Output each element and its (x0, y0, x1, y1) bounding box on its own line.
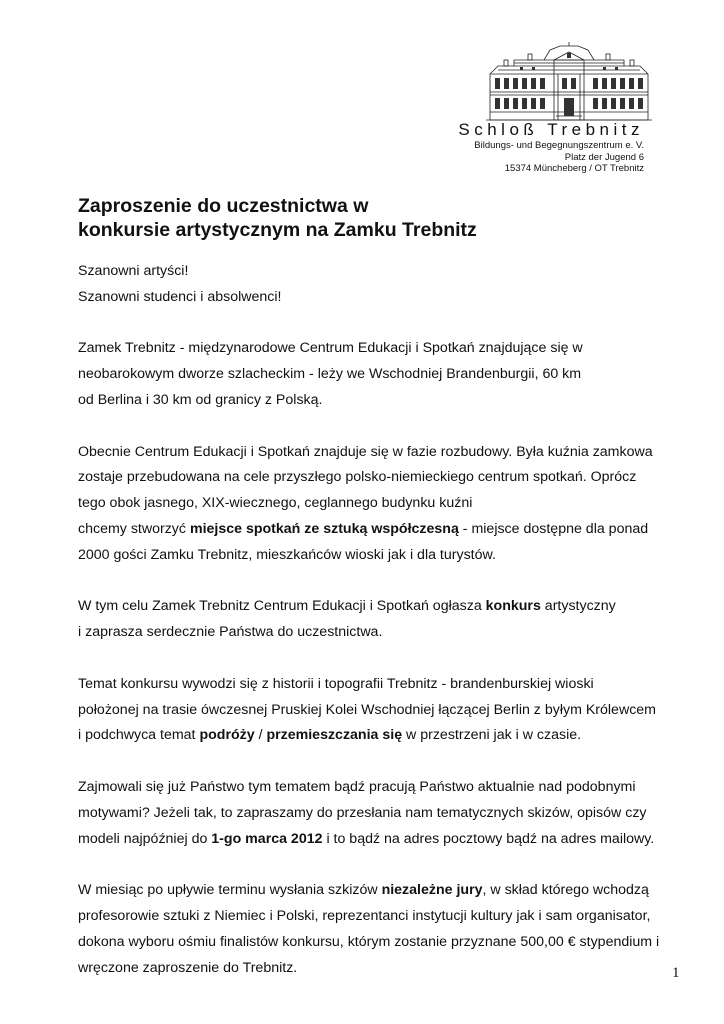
paragraph (78, 594, 678, 646)
paragraph-line: Zamek Trebnitz - międzynarodowe Centrum Edukacji i Spotkań znajdujące się w (78, 340, 583, 357)
paragraph-spacer (78, 646, 678, 672)
paragraph-line: położonej na trasie ówczesnej Pruskiej Kolei Wschodniej łączącej Berlin z byłym Królewcem (78, 701, 656, 718)
bold-text: niezależne jury (381, 882, 483, 899)
paragraph-line: neobarokowym dworze szlacheckim - leży we Wschodniej Brandenburgii, 60 km (78, 366, 582, 383)
text-segment: W tym celu Zamek Trebnitz Centrum Edukacji i Spotkań ogłasza (78, 598, 486, 615)
paragraph-line: Zajmowali się już Państwo tym tematem bądź pracują Państwo aktualnie nad podobnymi (78, 778, 636, 795)
paragraph-line: i zaprasza serdecznie Państwa do uczestnictwa. (78, 624, 383, 641)
paragraph (78, 336, 678, 413)
paragraph (78, 878, 678, 981)
paragraph-spacer (78, 414, 678, 440)
paragraph-line: Obecnie Centrum Edukacji i Spotkań znajduje się w fazie rozbudowy. Była kuźnia zamkowa (78, 443, 653, 460)
text-segment: , w skład którego wchodzą (482, 882, 649, 899)
text-segment: modeli najpóźniej do (78, 830, 212, 847)
organization-address (474, 140, 644, 175)
paragraph-line (78, 827, 678, 853)
paragraph (78, 672, 678, 749)
bold-text: 1-go marca 2012 (211, 830, 323, 847)
bold-text: przemieszczania się (266, 727, 403, 744)
paragraph-line (78, 723, 678, 749)
paragraph-line: motywami? Jeżeli tak, to zapraszamy do przesłania nam tematycznych skizów, opisów czy (78, 804, 647, 821)
paragraph-line: Szanowni studenci i absolwenci! (78, 288, 282, 305)
text-segment: W miesiąc po upływie terminu wysłania szkizów (78, 882, 382, 899)
title-line: Zaproszenie do uczestnictwa w (78, 195, 369, 217)
paragraph-line (78, 517, 678, 543)
address-line: Bildungs- und Begegnungszentrum e. V. (474, 140, 644, 151)
bold-text: miejsce spotkań ze sztuką współczesną (189, 520, 459, 537)
paragraph-line: dokona wyboru ośmiu finalistów konkursu, którym zostanie przyznane 500,00 € stypendium i (78, 933, 660, 950)
paragraph-line (78, 878, 678, 904)
paragraph (78, 259, 678, 311)
letter-body (78, 259, 678, 981)
title-line: konkursie artystycznym na Zamku Trebnitz (78, 219, 477, 241)
paragraph-line: tego obok jasnego, XIX-wiecznego, ceglannego budynku kuźni (78, 495, 473, 512)
paragraph-line: Temat konkursu wywodzi się z historii i topografii Trebnitz - brandenburskiej wioski (78, 675, 594, 692)
castle-logo-icon (484, 40, 654, 122)
bold-text: konkurs (485, 598, 541, 615)
paragraph-line: zostaje przebudowana na cele przyszłego polsko-niemieckiego centrum spotkań. Oprócz (78, 469, 637, 486)
paragraph-line: Szanowni artyści! (78, 263, 189, 279)
address-line: Platz der Jugend 6 (564, 151, 644, 163)
text-segment: i to bądź na adres pocztowy bądź na adres mailowy. (322, 830, 655, 847)
paragraph (78, 440, 678, 569)
paragraph (78, 775, 678, 852)
paragraph-line (78, 594, 678, 620)
paragraph-spacer (78, 749, 678, 775)
paragraph-line: 2000 gości Zamku Trebnitz, mieszkańców wioski jak i dla turystów. (78, 546, 496, 563)
address-line: 15374 Müncheberg / OT Trebnitz (504, 163, 644, 174)
text-segment: chcemy stworzyć (78, 520, 190, 537)
paragraph-spacer (78, 311, 678, 337)
text-segment: - miejsce dostępne dla ponad (458, 520, 649, 537)
paragraph-spacer (78, 569, 678, 595)
text-segment: w przestrzeni jak i w czasie. (402, 727, 582, 744)
document-title (78, 194, 477, 242)
bold-text: podróży (199, 727, 255, 744)
paragraph-line: od Berlina i 30 km od granicy z Polską. (78, 391, 323, 408)
text-segment: / (254, 727, 267, 744)
page-number: 1 (672, 965, 680, 981)
paragraph-line: profesorowie sztuki z Niemiec i Polski, reprezentanci instytucji kultury jak i sam organisator, (78, 907, 651, 924)
paragraph-spacer (78, 852, 678, 878)
text-segment: i podchwyca temat (78, 727, 200, 744)
paragraph-line: wręczone zaproszenie do Trebnitz. (78, 959, 298, 976)
organization-name: Schloß Trebnitz (458, 120, 644, 139)
text-segment: artystyczny (540, 598, 616, 615)
